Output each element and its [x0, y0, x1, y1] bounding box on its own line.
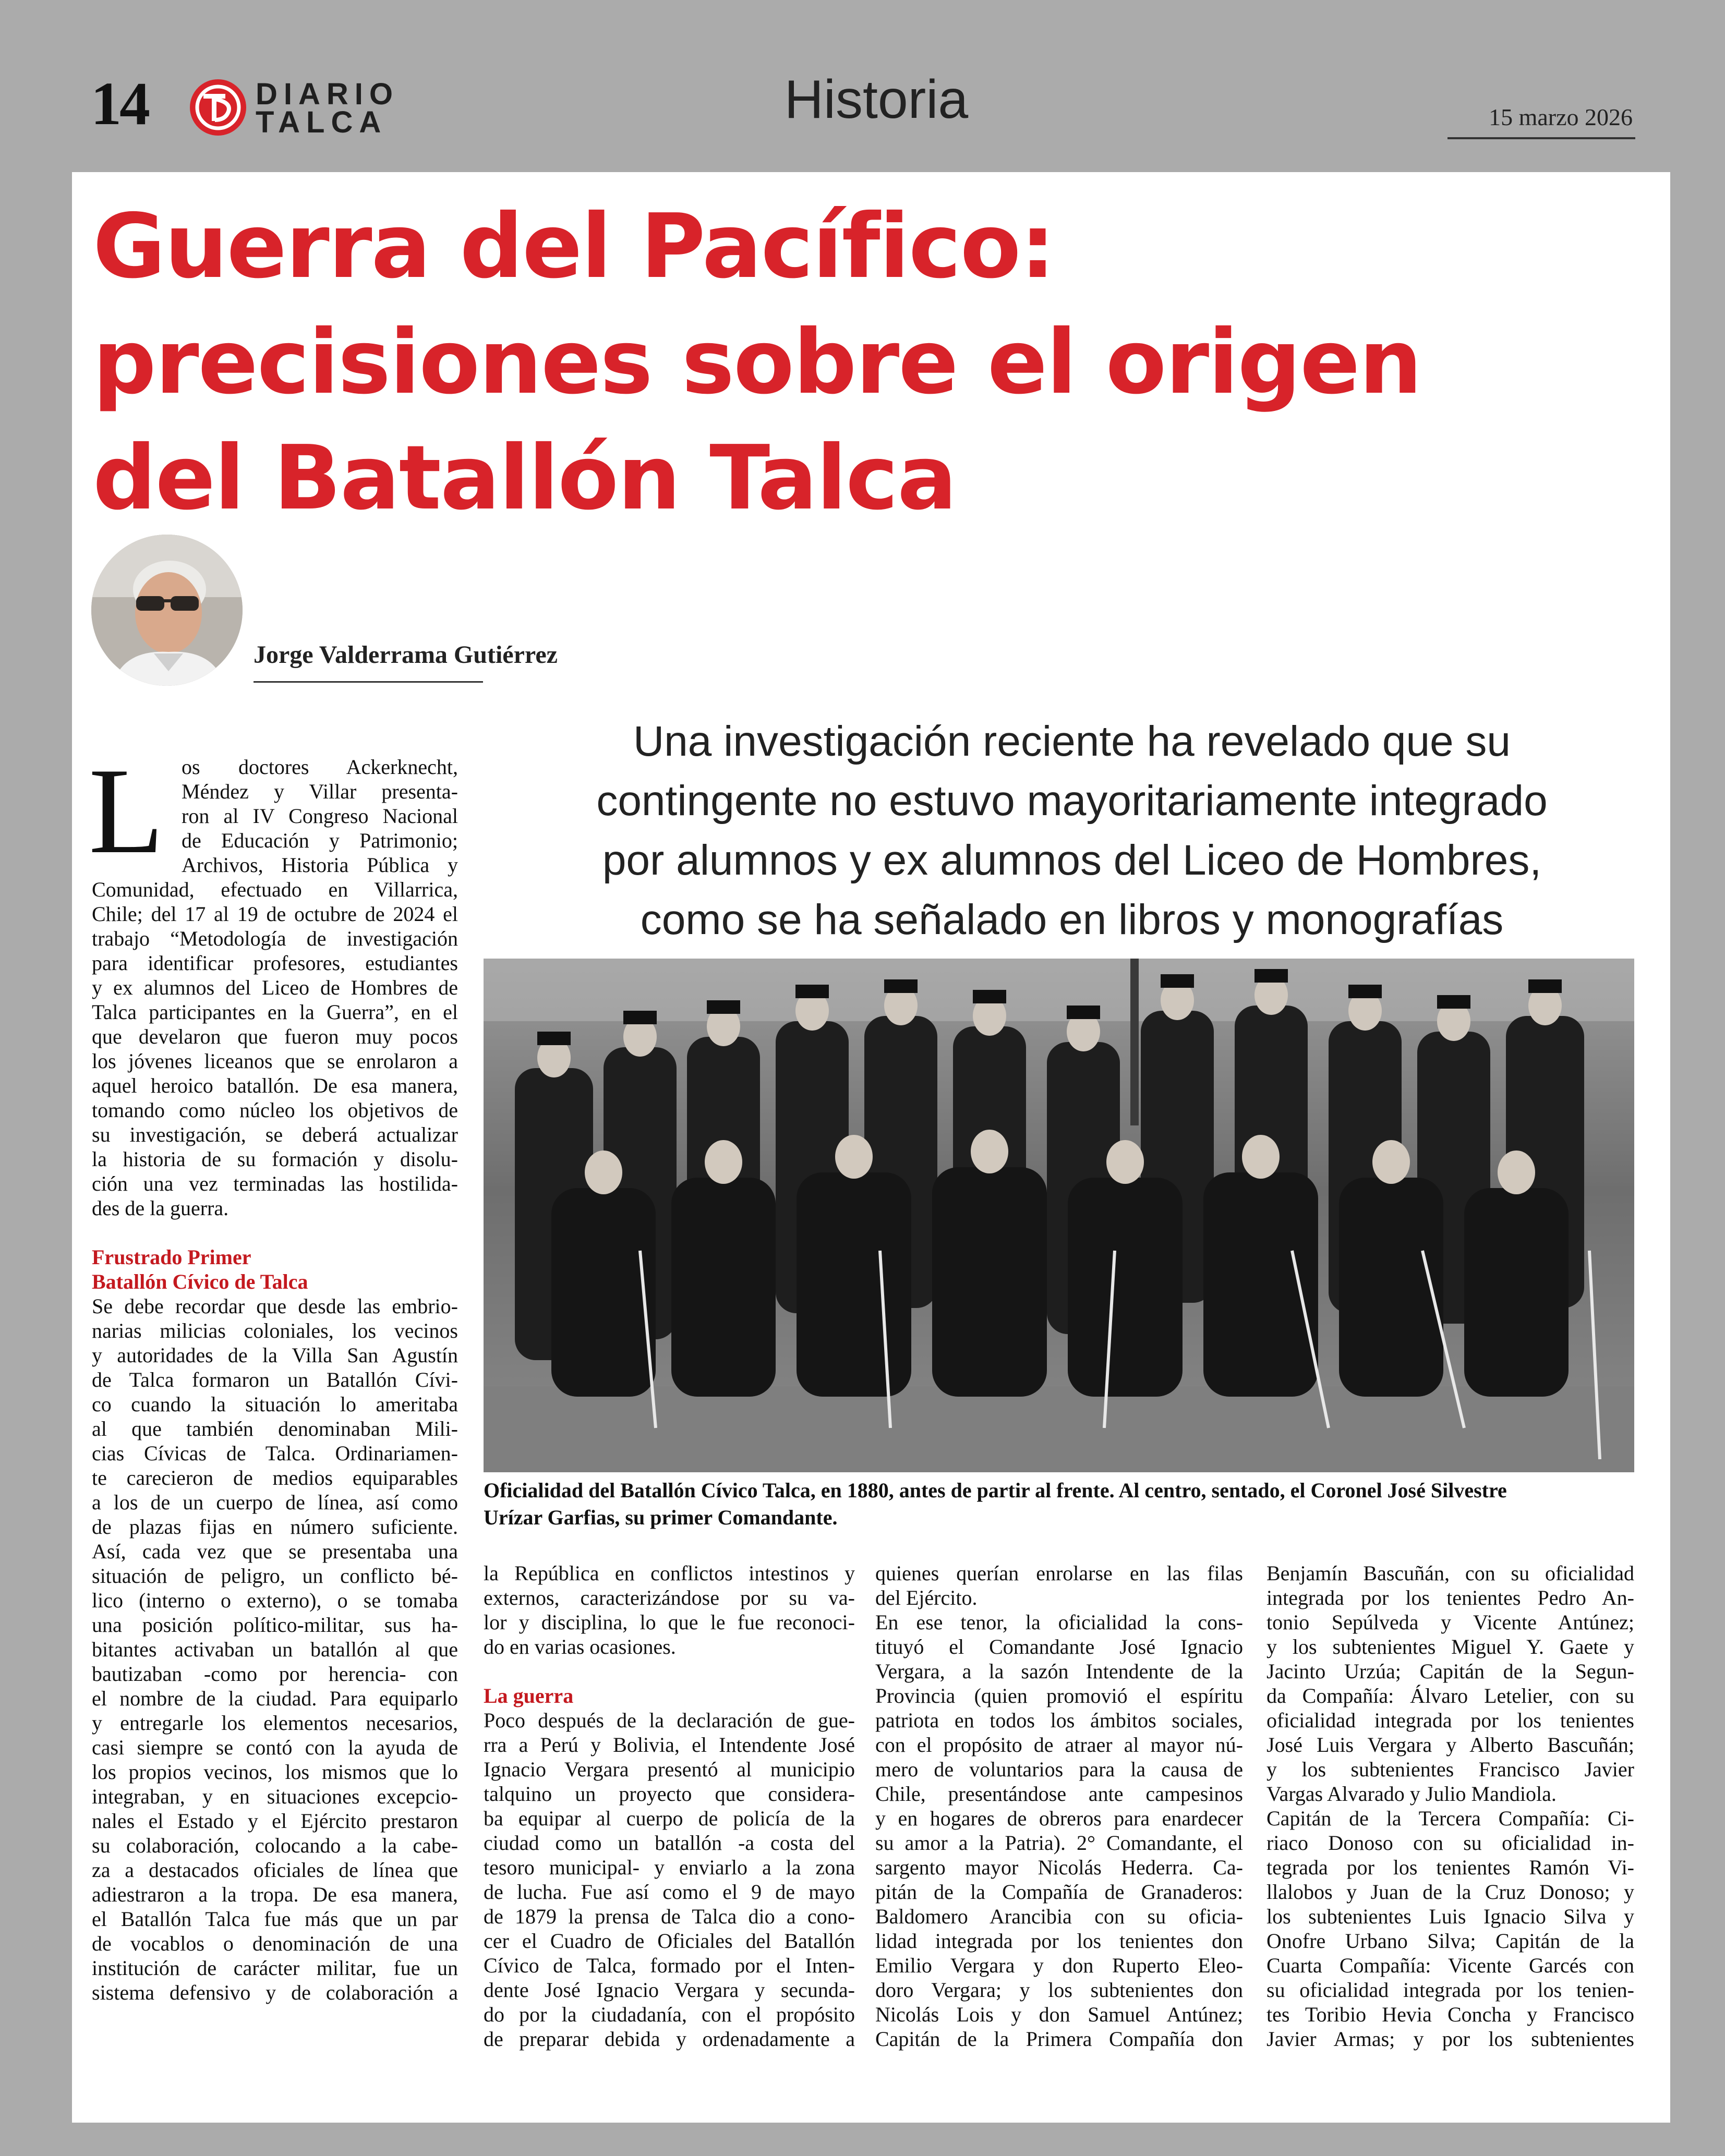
- paragraph-gap: [484, 1659, 855, 1683]
- logo-word-talca: TALCA: [256, 105, 388, 139]
- subheading-frustrado: Frustrado Primer: [92, 1245, 251, 1269]
- text-line: bitantes activaban un batallón al que: [92, 1638, 458, 1661]
- text-line: al que también denominaban Mili-: [92, 1417, 458, 1440]
- text-line: ciudad como un batallón -a costa del: [484, 1831, 855, 1855]
- text-line: del Ejército.: [875, 1586, 978, 1609]
- text-line: tonio Sepúlveda y Vicente Antúnez;: [1266, 1610, 1634, 1634]
- text-line: para identificar profesores, estudiantes: [92, 951, 458, 975]
- text-line: su amor a la Patria). 2° Comandante, el: [875, 1831, 1243, 1855]
- author-avatar: [91, 535, 243, 686]
- text-line: sargento mayor Nicolás Hederra. Ca-: [875, 1856, 1243, 1879]
- column-3: [875, 1561, 1243, 2051]
- page-number: 14: [91, 69, 148, 138]
- text-line: ron al IV Congreso Nacional: [182, 804, 458, 828]
- logo-mark-icon: [189, 78, 247, 137]
- text-line: y los subtenientes Francisco Javier: [1266, 1758, 1634, 1781]
- text-line: Capitán de la Primera Compañía don: [875, 2027, 1243, 2051]
- text-line: te carecieron de medios equiparables: [92, 1466, 458, 1489]
- column-4: [1266, 1561, 1634, 2051]
- text-line: Javier Armas; y por los subtenientes: [1266, 2027, 1634, 2051]
- battalion-officers-photo: [484, 959, 1634, 1472]
- text-line: Onofre Urbano Silva; Capitán de la: [1266, 1929, 1634, 1953]
- text-line: con el propósito de atraer al mayor nú-: [875, 1733, 1243, 1757]
- text-line: nales el Estado y el Ejército prestaron: [92, 1809, 458, 1833]
- text-line: los jóvenes liceanos que se enrolaron a: [92, 1049, 458, 1073]
- text-line: Benjamín Bascuñán, con su oficialidad: [1266, 1561, 1634, 1585]
- subheading-la-guerra: La guerra: [484, 1684, 574, 1707]
- text-line: tesoro municipal- y enviarlo a la zona: [484, 1856, 855, 1879]
- text-line: doro Vergara; y los subtenientes don: [875, 1978, 1243, 2002]
- text-line: tes Toribio Hevia Concha y Francisco: [1266, 2003, 1634, 2026]
- text-line: Comunidad, efectuado en Villarrica,: [92, 878, 458, 901]
- text-line: de vocablos o denominación de una: [92, 1932, 458, 1955]
- text-line: En ese tenor, la oficialidad la cons-: [875, 1610, 1243, 1634]
- text-line: de Talca formaron un Batallón Cívi-: [92, 1368, 458, 1391]
- text-line: José Luis Vergara y Alberto Bascuñán;: [1266, 1733, 1634, 1757]
- headline-line: del Batallón Talca: [93, 427, 956, 530]
- headline: [93, 189, 1632, 536]
- text-line: cias Cívicas de Talca. Ordinariamen-: [92, 1442, 458, 1465]
- text-line: za a destacados oficiales de línea que: [92, 1858, 458, 1882]
- text-line: su colaboración, colocando a la cabe-: [92, 1834, 458, 1857]
- issue-date: 15 marzo 2026: [1489, 104, 1633, 130]
- text-line: Chile, presentándose ante campesinos: [875, 1782, 1243, 1806]
- text-line: patriota en todos los ámbitos sociales,: [875, 1709, 1243, 1732]
- column-2: [484, 1561, 855, 2051]
- column-1-intro-wrapped: [182, 755, 458, 877]
- text-line: os doctores Ackerknecht,: [182, 755, 458, 779]
- date-divider: [1447, 137, 1635, 139]
- text-line: y ex alumnos del Liceo de Hombres de: [92, 976, 458, 999]
- text-line: de preparar debida y ordenadamente a: [484, 2027, 855, 2051]
- text-line: cer el Cuadro de Oficiales del Batallón: [484, 1929, 855, 1953]
- headline-line: Guerra del Pacífico:: [93, 195, 1055, 298]
- text-line: de plazas fijas en número suficiente.: [92, 1515, 458, 1539]
- text-line: su investigación, se deberá actualizar: [92, 1123, 458, 1146]
- text-line: el Batallón Talca fue más que un par: [92, 1907, 458, 1931]
- diario-talca-logo: [189, 78, 408, 140]
- text-line: dente José Ignacio Vergara y secunda-: [484, 1978, 855, 2002]
- text-line: institución de carácter militar, fue un: [92, 1956, 458, 1980]
- text-line: lor y disciplina, lo que le fue reconoci-: [484, 1610, 855, 1634]
- text-line: Cuarta Compañía: Vicente Garcés con: [1266, 1954, 1634, 1977]
- caption-line: Oficialidad del Batallón Cívico Talca, en 1880, antes de partir al frente. Al centro, sentado, el Coronel José Silvestre: [484, 1479, 1507, 1502]
- subhead-line: Una investigación reciente ha revelado que su: [633, 718, 1511, 765]
- text-line: mero de voluntarios para la causa de: [875, 1758, 1243, 1781]
- text-line: a los de un cuerpo de línea, así como: [92, 1491, 458, 1514]
- text-line: Chile; del 17 al 19 de octubre de 2024 el: [92, 902, 458, 926]
- text-line: externos, caracterizándose por su va-: [484, 1586, 855, 1609]
- text-line: Poco después de la declaración de gue-: [484, 1709, 855, 1732]
- text-line: ba equipar al cuerpo de policía de la: [484, 1807, 855, 1830]
- text-line: y los subtenientes Miguel Y. Gaete y: [1266, 1635, 1634, 1658]
- text-line: do en varias ocasiones.: [484, 1635, 676, 1658]
- text-line: lidad integrada por los tenientes don: [875, 1929, 1243, 1953]
- text-line: de lucha. Fue así como el 9 de mayo: [484, 1880, 855, 1904]
- text-line: la República en conflictos intestinos y: [484, 1561, 855, 1585]
- text-line: do por la ciudadanía, con el propósito: [484, 2003, 855, 2026]
- caption-line: Urízar Garfias, su primer Comandante.: [484, 1506, 838, 1529]
- text-line: Nicolás Lois y don Samuel Antúnez;: [875, 2003, 1243, 2026]
- text-line: Baldomero Arancibia con su oficia-: [875, 1905, 1243, 1928]
- text-line: Así, cada vez que se presentaba una: [92, 1540, 458, 1563]
- subhead-line: por alumnos y ex alumnos del Liceo de Hombres,: [602, 837, 1542, 884]
- text-line: situación de peligro, un conflicto bé-: [92, 1564, 458, 1588]
- subheading-batallon-civico: Batallón Cívico de Talca: [92, 1270, 308, 1293]
- paragraph-gap: [92, 1220, 458, 1245]
- text-line: narias milicias coloniales, los vecinos: [92, 1319, 458, 1342]
- text-line: ción una vez terminadas las hostilida-: [92, 1172, 458, 1195]
- subhead-line: contingente no estuvo mayoritariamente integrado: [596, 777, 1548, 825]
- subhead: [480, 712, 1664, 950]
- logo-word-diario: DIARIO: [256, 77, 399, 111]
- text-line: lico (interno o externo), o se tomaba: [92, 1589, 458, 1612]
- text-line: Capitán de la Tercera Compañía: Ci-: [1266, 1807, 1634, 1830]
- headline-line: precisiones sobre el origen: [93, 311, 1421, 414]
- text-line: una posición político-militar, sus ha-: [92, 1613, 458, 1637]
- text-line: tegrada por los tenientes Ramón Vi-: [1266, 1856, 1634, 1879]
- text-line: co cuando la situación lo ameritaba: [92, 1392, 458, 1416]
- text-line: Ignacio Vergara presentó al municipio: [484, 1758, 855, 1781]
- text-line: casi siempre se contó con la ayuda de: [92, 1736, 458, 1759]
- text-line: Méndez y Villar presenta-: [182, 780, 458, 803]
- text-line: Jacinto Urzúa; Capitán de la Segun-: [1266, 1660, 1634, 1683]
- text-line: el nombre de la ciudad. Para equiparlo: [92, 1687, 458, 1710]
- battalion-photo-illustration: [484, 959, 1634, 1472]
- photo-caption: [484, 1477, 1634, 1531]
- text-line: pitán de la Compañía de Granaderos:: [875, 1880, 1243, 1904]
- text-line: tituyó el Comandante José Ignacio: [875, 1635, 1243, 1658]
- text-line: adiestraron a la tropa. De esa manera,: [92, 1883, 458, 1906]
- text-line: aquel heroico batallón. De esa manera,: [92, 1074, 458, 1097]
- text-line: Se debe recordar que desde las embrio-: [92, 1294, 458, 1318]
- text-line: des de la guerra.: [92, 1196, 229, 1220]
- text-line: quienes querían enrolarse en las filas: [875, 1561, 1243, 1585]
- text-line: llalobos y Juan de la Cruz Donoso; y: [1266, 1880, 1634, 1904]
- section-title: Historia: [784, 69, 969, 130]
- subhead-line: como se ha señalado en libros y monografías: [640, 896, 1504, 943]
- text-line: y autoridades de la Villa San Agustín: [92, 1343, 458, 1367]
- text-line: Talca participantes en la Guerra”, en el: [92, 1000, 458, 1024]
- text-line: riaco Donoso con su oficialidad in-: [1266, 1831, 1634, 1855]
- text-line: y en hogares de obreros para enardecer: [875, 1807, 1243, 1830]
- text-line: su oficialidad integrada por los tenien-: [1266, 1978, 1634, 2002]
- text-line: Vargas Alvarado y Julio Mandiola.: [1266, 1782, 1557, 1806]
- text-line: integrada por los tenientes Pedro An-: [1266, 1586, 1634, 1609]
- text-line: talquino un proyecto que considera-: [484, 1782, 855, 1806]
- text-line: los subtenientes Luis Ignacio Silva y: [1266, 1905, 1634, 1928]
- text-line: Provincia (quien promovió el espíritu: [875, 1684, 1243, 1707]
- text-line: oficialidad integrada por los tenientes: [1266, 1709, 1634, 1732]
- text-line: bautizaban -como por herencia- con: [92, 1662, 458, 1686]
- author-portrait-icon: [91, 535, 243, 686]
- byline-divider: [254, 681, 483, 683]
- text-line: tomando como núcleo los objetivos de: [92, 1098, 458, 1122]
- text-line: Emilio Vergara y don Ruperto Eleo-: [875, 1954, 1243, 1977]
- column-1-body: [92, 877, 458, 2005]
- text-line: de Educación y Patrimonio;: [182, 829, 458, 852]
- text-line: Cívico de Talca, formado por el Inten-: [484, 1954, 855, 1977]
- text-line: Vergara, a la sazón Intendente de la: [875, 1660, 1243, 1683]
- drop-cap: L: [89, 743, 164, 879]
- text-line: integraban, y en situaciones excepcio-: [92, 1785, 458, 1808]
- text-line: de 1879 la prensa de Talca dio a cono-: [484, 1905, 855, 1928]
- text-line: Archivos, Historia Pública y: [182, 853, 458, 877]
- text-line: los propios vecinos, los mismos que lo: [92, 1760, 458, 1784]
- text-line: sistema defensivo y de colaboración a: [92, 1981, 458, 2004]
- text-line: da Compañía: Álvaro Letelier, con su: [1266, 1684, 1634, 1707]
- author-byline: Jorge Valderrama Gutiérrez: [254, 641, 558, 669]
- text-line: rra a Perú y Bolivia, el Intendente José: [484, 1733, 855, 1757]
- text-line: trabajo “Metodología de investigación: [92, 927, 458, 950]
- text-line: y entregarle los elementos necesarios,: [92, 1711, 458, 1735]
- text-line: que develaron que fueron muy pocos: [92, 1025, 458, 1048]
- text-line: la historia de su formación y disolu-: [92, 1147, 458, 1171]
